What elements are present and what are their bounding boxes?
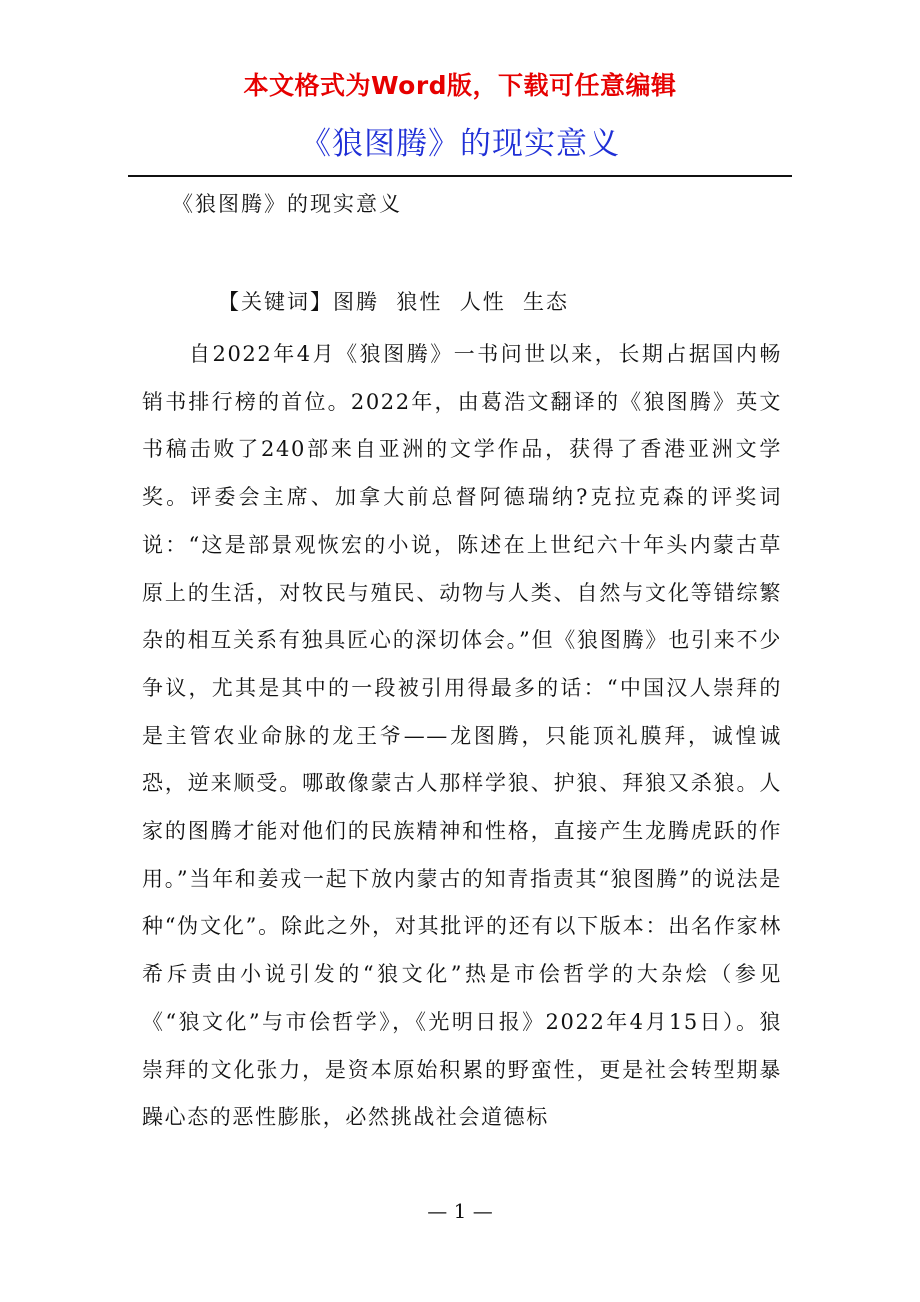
page-number: — 1 —: [427, 1199, 493, 1223]
page-title: 《狼图腾》的现实意义: [300, 126, 620, 162]
format-banner: 本文格式为Word版，下载可任意编辑: [243, 71, 677, 100]
title-divider: [128, 175, 792, 177]
body-paragraph: 自2022年4月《狼图腾》一书问世以来，长期占据国内畅销书排行榜的首位。2022年，由葛浩文翻译的《狼图腾》英文书稿击败了240部来自亚洲的文学作品，获得了香港亚洲文学奖。评委会主席、加拿大前总督阿德瑞纳?克拉克森的评奖词说：“这是部景观恢宏的小说，陈述在上世纪六十年头内蒙古草原上的生活，对牧民与殖民、动物与人类、自然与文化等错综繁杂的相互关系有独具匠心的深切体会。”但《狼图腾》也引来不少争议，尤其是其中的一段被引用得最多的话：“中国汉人崇拜的是主管农业命脉的龙王爷——龙图腾，只能顶礼膜拜，诚惶诚恐，逆来顺受。哪敢像蒙古人那样学狼、护狼、拜狼又杀狼。人家的图腾才能对他们的民族精神和性格，直接产生龙腾虎跃的作用。”当年和姜戎一起下放内蒙古的知青指责其“狼图腾”的说法是种“伪文化”。除此之外，对其批评的还有以下版本：出名作家林希斥责由小说引发的“狼文化”热是市侩哲学的大杂烩（参见《“狼文化”与市侩哲学》，《光明日报》2022年4月15日）。狼崇拜的文化张力，是资本原始积累的野蛮性，更是社会转型期暴躁心态的恶性膨胀，必然挑战社会道德标: [142, 342, 782, 1130]
document-subtitle: 《狼图腾》的现实意义: [172, 192, 402, 216]
keywords-line: 【关键词】图腾 狼性 人性 生态: [218, 290, 570, 314]
